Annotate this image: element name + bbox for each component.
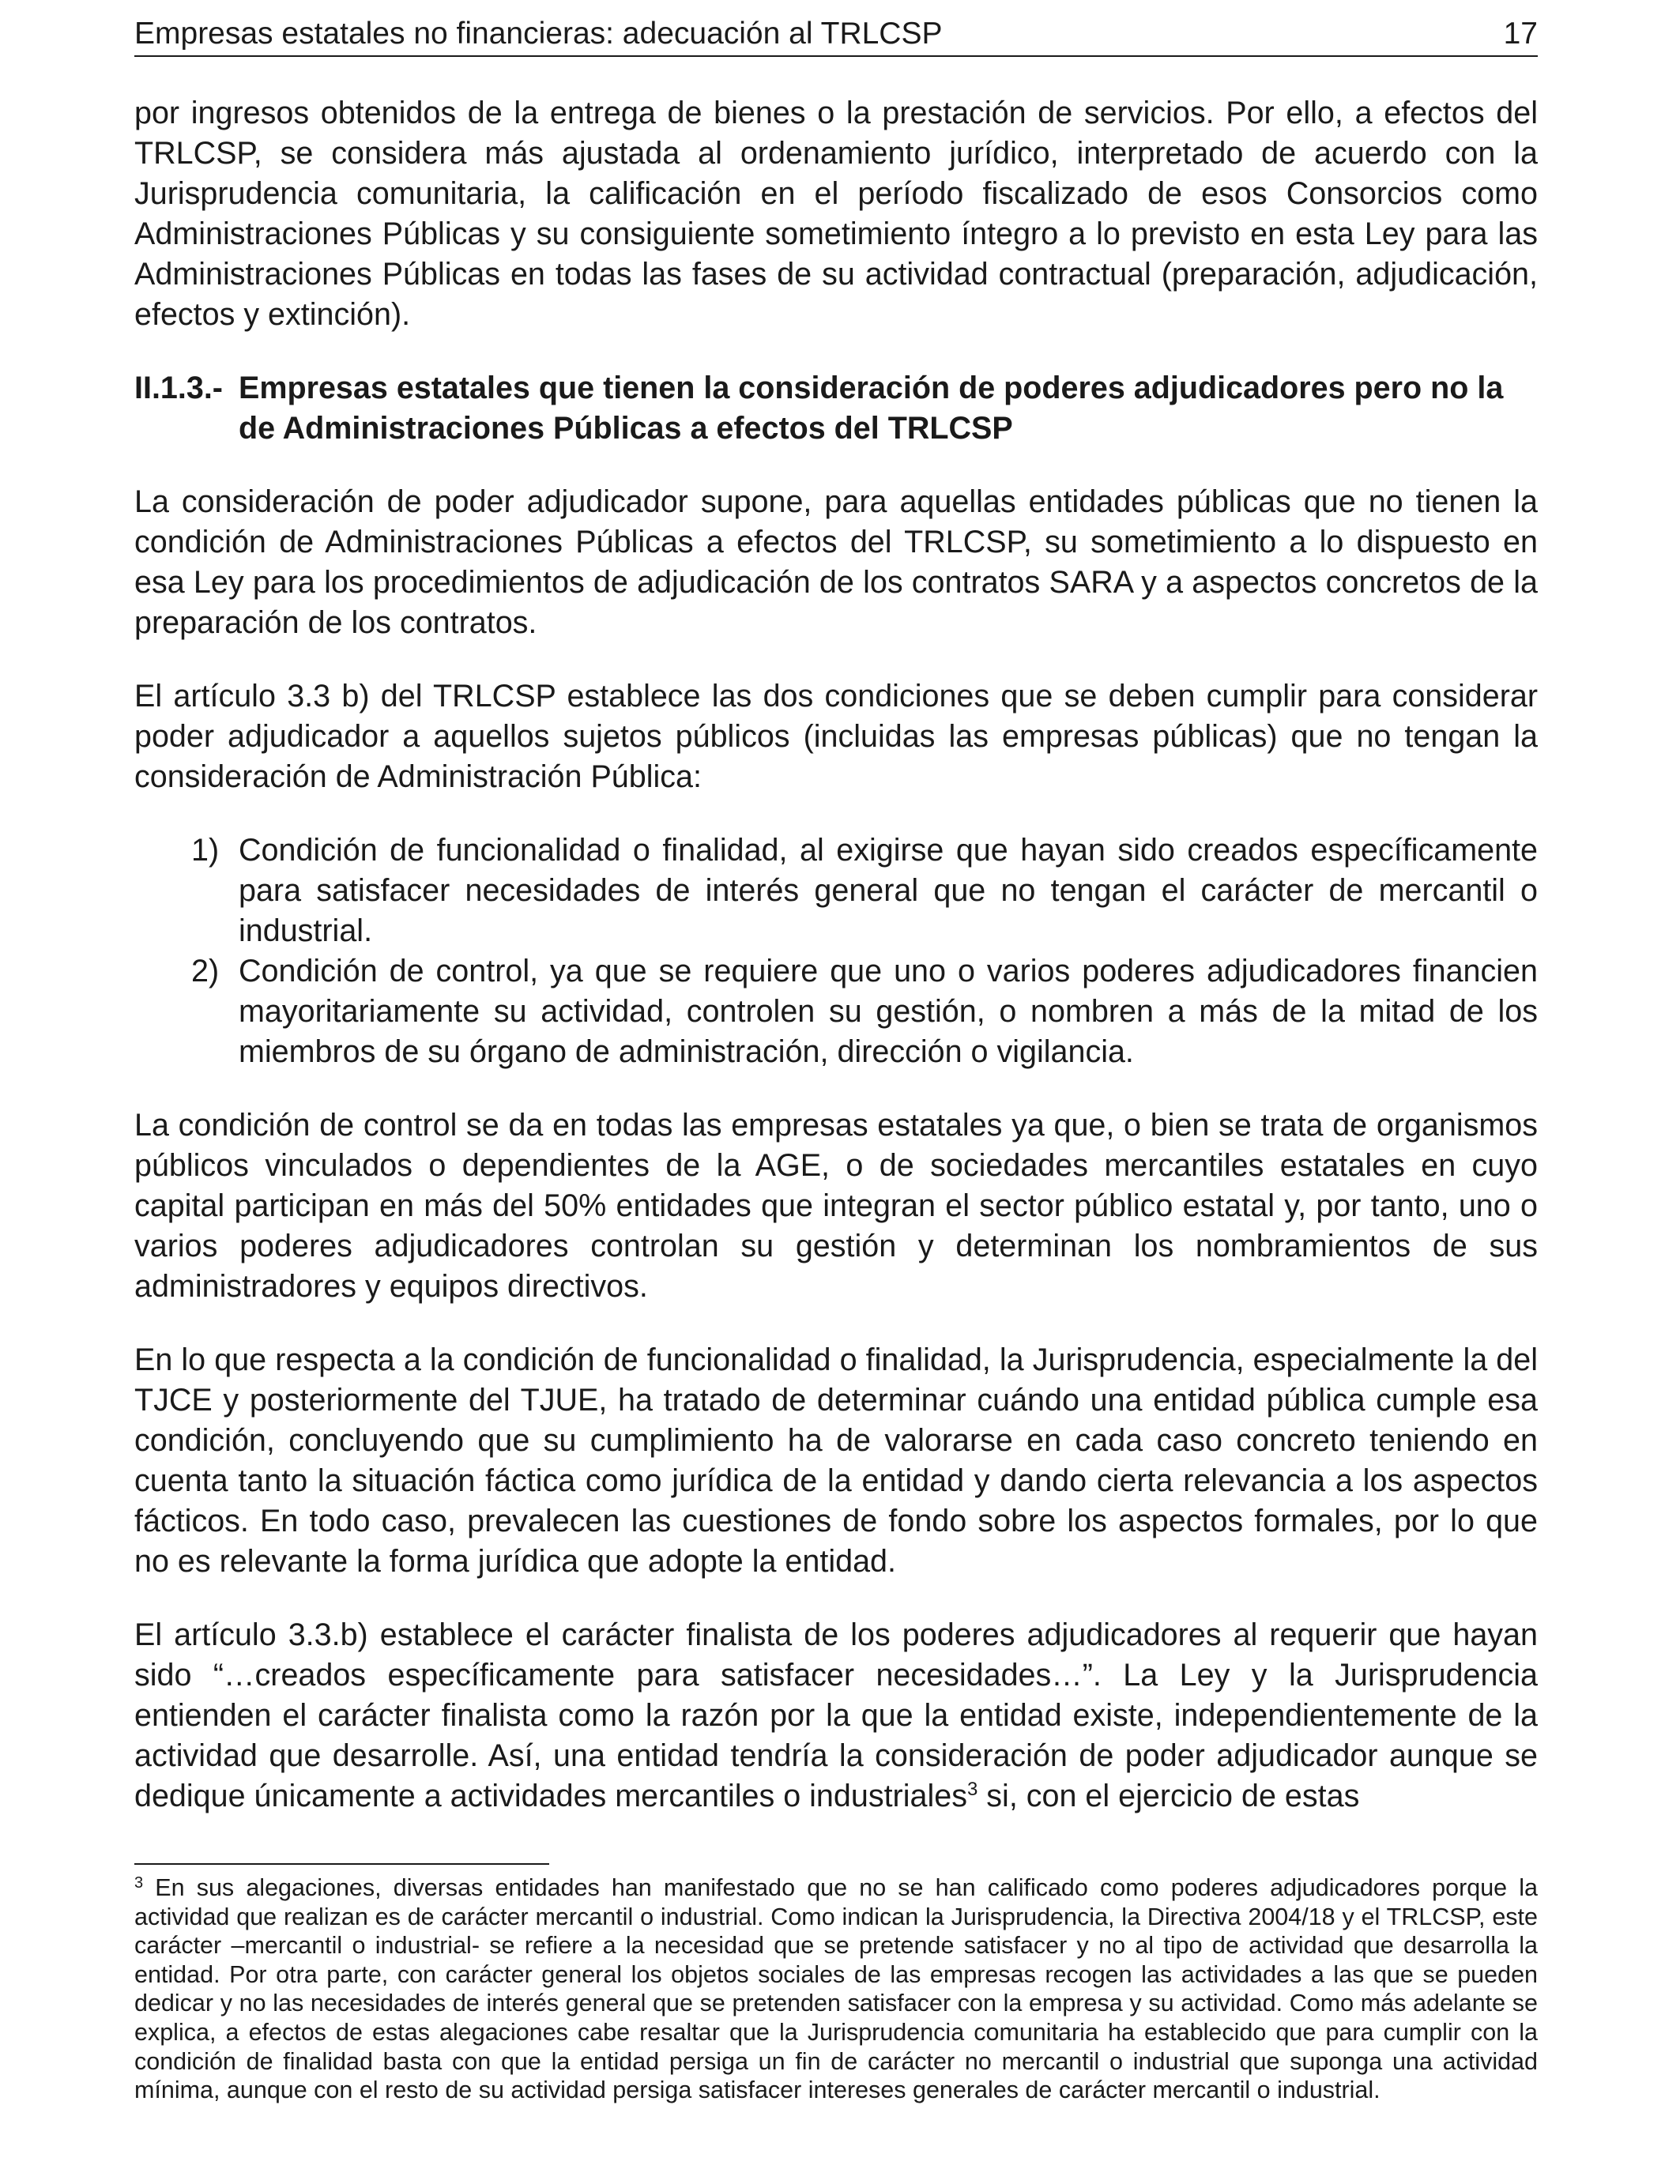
paragraph: La condición de control se da en todas las empresas estatales ya que, o bien se trata de organismos públicos vinculados o dependientes de la AGE, o de sociedades mercantiles estatales en cuyo capital participan en más del 50% entidades que integran el sector público estatal y, por tanto, uno o varios poderes adjudicadores controlan su gestión y determinan los nombramientos de sus administradores y equipos directivos. (134, 1108, 1538, 1304)
section-heading-text: Empresas estatales que tienen la consideración de poderes adjudicadores pero no la de Administraciones Públicas a efectos del TRLCSP (239, 371, 1504, 446)
conditions-list (134, 830, 1538, 1072)
footnote-text: En sus alegaciones, diversas entidades han manifestado que no se han calificado como poderes adjudicadores porque la actividad que realizan es de carácter mercantil o industrial. Como indican la Jurisprudencia, la Directiva 2004/18 y el TRLCSP, este carácter –mercantil o industrial- se refiere a la necesidad que se pretende satisfacer y no al tipo de actividad que desarrolla la entidad. Por otra parte, con carácter general los objetos sociales de las empresas recogen las actividades a las que se pueden dedicar y no las necesidades de interés general que se pretenden satisfacer con la empresa y su actividad. Como más adelante se explica, a efectos de estas alegaciones cabe resaltar que la Jurisprudencia comunitaria ha establecido que para cumplir con la condición de finalidad basta con que la entidad persiga un fin de carácter no mercantil o industrial que suponga una actividad mínima, aunque con el resto de su actividad persiga satisfacer intereses generales de carácter mercantil o industrial. (134, 1874, 1538, 2104)
paragraph (134, 1615, 1538, 1817)
paragraph: La consideración de poder adjudicador supone, para aquellas entidades públicas que no tienen la condición de Administraciones Públicas a efectos del TRLCSP, su sometimiento a lo dispuesto en esa Ley para los procedimientos de adjudicación de los contratos SARA y a aspectos concretos de la preparación de los contratos. (134, 484, 1538, 640)
footnote (134, 1873, 1538, 2105)
header-title: Empresas estatales no financieras: adecuación al TRLCSP (134, 17, 943, 51)
paragraph-text-tail: si, con el ejercicio de estas (977, 1779, 1360, 1813)
page-number: 17 (1503, 17, 1538, 51)
section-heading (134, 368, 1538, 449)
paragraph: El artículo 3.3 b) del TRLCSP establece las dos condiciones que se deben cumplir para considerar poder adjudicador a aquellos sujetos públicos (incluidas las empresas públicas) que no tengan la consideración de Administración Pública: (134, 679, 1538, 794)
paragraph: En lo que respecta a la condición de funcionalidad o finalidad, la Jurisprudencia, especialmente la del TJCE y posteriormente del TJUE, ha tratado de determinar cuándo una entidad pública cumple esa condición, concluyendo que su cumplimiento ha de valorarse en cada caso concreto teniendo en cuenta tanto la situación fáctica como jurídica de la entidad y dando cierta relevancia a los aspectos fácticos. En todo caso, prevalecen las cuestiones de fondo sobre los aspectos formales, por lo que no es relevante la forma jurídica que adopte la entidad. (134, 1342, 1538, 1579)
list-item-number: 1) (191, 833, 220, 868)
footnote-marker: 3 (134, 1874, 144, 1892)
list-item-text: Condición de control, ya que se requiere que uno o varios poderes adjudicadores financien mayoritariamente su actividad, controlen su gestión, o nombren a más de la mitad de los miembros de su órgano de administración, dirección o vigilancia. (239, 954, 1538, 1069)
running-header (134, 16, 1538, 57)
footnote-reference[interactable]: 3 (966, 1779, 978, 1800)
list-item-text: Condición de funcionalidad o finalidad, al exigirse que hayan sido creados específicamente para satisfacer necesidades de interés general que no tengan el carácter de mercantil o industrial. (239, 833, 1538, 948)
section-heading-number: II.1.3.- (134, 371, 223, 405)
list-item (134, 830, 1538, 951)
paragraph-text: El artículo 3.3.b) establece el carácter finalista de los poderes adjudicadores al requerir que hayan sido “…creados específicamente para satisfacer necesidades…”. La Ley y la Jurisprudencia entienden el carácter finalista como la razón por la que la entidad existe, independientemente de la actividad que desarrolle. Así, una entidad tendría la consideración de poder adjudicador aunque se dedique únicamente a actividades mercantiles o industriales (134, 1617, 1538, 1813)
body-text (134, 93, 1538, 1850)
list-item (134, 951, 1538, 1072)
paragraph-continuation: por ingresos obtenidos de la entrega de bienes o la prestación de servicios. Por ello, a efectos del TRLCSP, se considera más ajustada al ordenamiento jurídico, interpretado de acuerdo con la Jurisprudencia comunitaria, la calificación en el período fiscalizado de esos Consorcios como Administraciones Públicas y su consiguiente sometimiento íntegro a lo previsto en esta Ley para las Administraciones Públicas en todas las fases de su actividad contractual (preparación, adjudicación, efectos y extinción). (134, 96, 1538, 332)
footnote-divider (134, 1863, 549, 1865)
list-item-number: 2) (191, 954, 220, 988)
